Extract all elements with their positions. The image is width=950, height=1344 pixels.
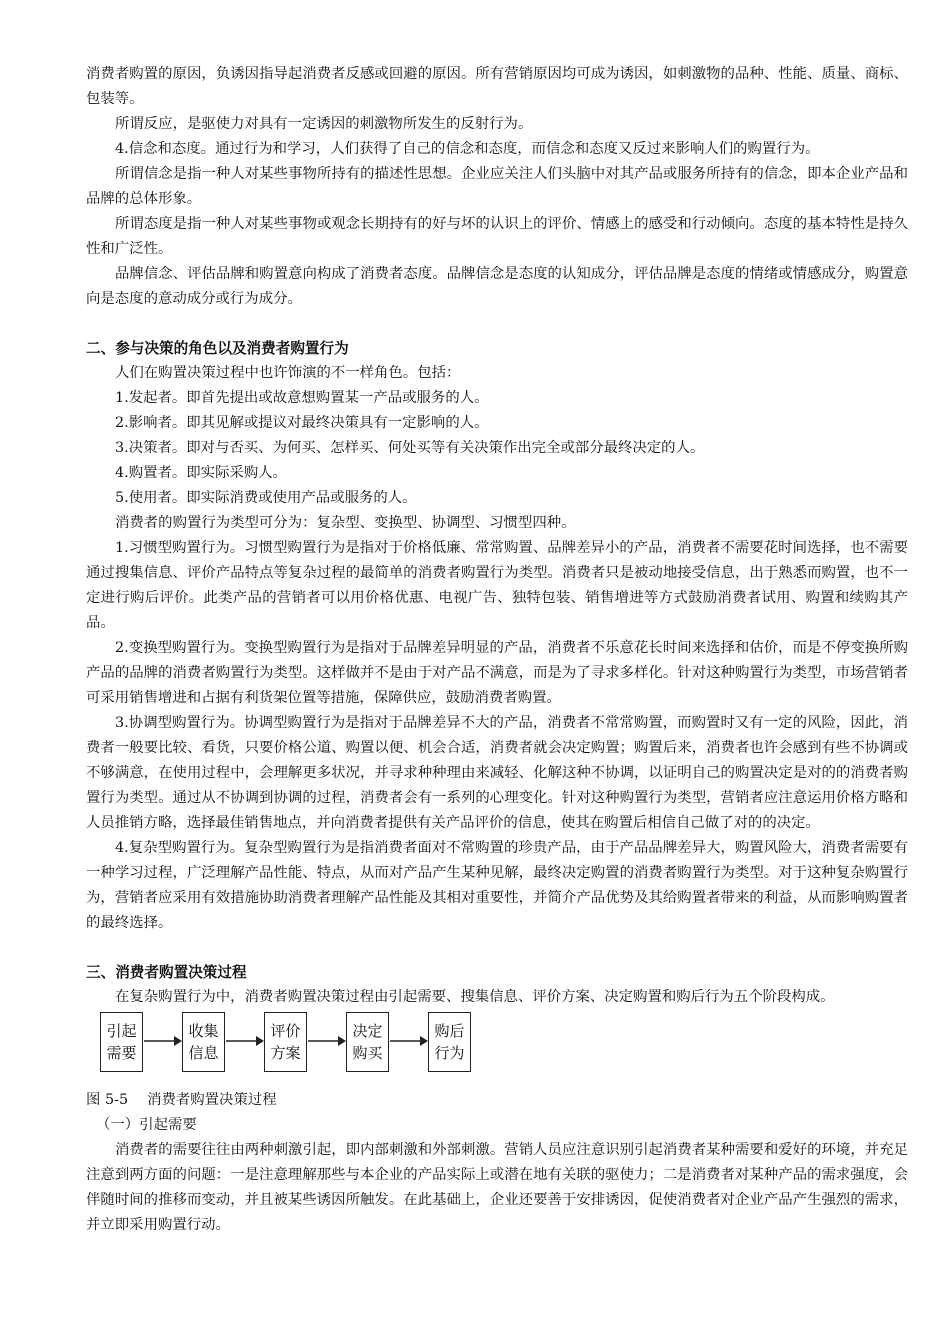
paragraph: 4.复杂型购置行为。复杂型购置行为是指消费者面对不常购置的珍贵产品，由于产品品牌差异大，购置风险大，消费者需要有一种学习过程，广泛理解产品性能、特点，从而对产品产生某种见解，最终决定购置的消费者购置行为类型。对于这种复杂购置行为，营销者应采用有效措施协助消费者理解产品性能及其相对重要性，并简介产品优势及其给购置者带来的利益，从而影响购置者的最终选择。: [86, 840, 908, 931]
section-heading: 二、参与决策的角色以及消费者购置行为: [86, 340, 349, 357]
list-item: 4.购置者。即实际采购人。: [115, 465, 288, 481]
flow-step-label: 方案: [270, 1044, 301, 1062]
paragraph: 所谓信念是指一种人对某些事物所持有的描述性思想。企业应关注人们头脑中对其产品或服务所持有的信念，即本企业产品和品牌的总体形象。: [86, 166, 908, 207]
arrow-right-icon: [144, 1034, 182, 1048]
paragraph: 1.习惯型购置行为。习惯型购置行为是指对于价格低廉、常常购置、品牌差异小的产品，消费者不需要花时间选择，也不需要通过搜集信息、评价产品特点等复杂过程的最简单的消费者购置行为类型。消费者只是被动地接受信息，出于熟悉而购置，也不一定进行购后评价。此类产品的营销者可以用价格优惠、电视广告、独特包装、销售增进等方式鼓励消费者试用、购置和续购其产品。: [86, 540, 908, 631]
flow-step-label: 引起: [106, 1022, 137, 1040]
flow-step-label: 需要: [106, 1044, 137, 1062]
list-item: 2.影响者。即其见解或提议对最终决策具有一定影响的人。: [115, 415, 489, 431]
arrow-right-icon: [226, 1034, 264, 1048]
decision-process-diagram: [100, 1012, 490, 1080]
section-gap: [86, 312, 908, 336]
list-item: 3.决策者。即对与否买、为何买、怎样买、何处买等有关决策作出完全或部分最终决定的人。: [115, 440, 705, 456]
subsection-heading: （一）引起需要: [96, 1117, 197, 1133]
flow-step-label: 评价: [270, 1022, 301, 1040]
document-page: [86, 62, 908, 1238]
flow-step-label: 购买: [352, 1044, 383, 1062]
flow-step-box: [100, 1012, 143, 1072]
figure-caption: 图 5-5 消费者购置决策过程: [86, 1092, 277, 1108]
list-item: 5.使用者。即实际消费或使用产品或服务的人。: [115, 490, 417, 506]
arrow-right-icon: [390, 1034, 428, 1048]
paragraph: 3.协调型购置行为。协调型购置行为是指对于品牌差异不大的产品，消费者不常常购置，而购置时又有一定的风险，因此，消费者一般要比较、看货，只要价格公道、购置以便、机会合适，消费者就会决定购置；购置后来，消费者也许会感到有些不协调或不够满意，在使用过程中，会理解更多状况，并寻求种种理由来减轻、化解这种不协调，以证明自己的购置决定是对的的消费者购置行为类型。通过从不协调到协调的过程，消费者会有一系列的心理变化。针对这种购置行为类型，营销者应注意运用价格方略和人员推销方略，选择最佳销售地点，并向消费者提供有关产品评价的信息，使其在购置后相信自己做了对的的决定。: [86, 715, 908, 831]
flow-step-label: 购后: [434, 1022, 465, 1040]
flow-step-box: [428, 1012, 471, 1072]
paragraph: 4.信念和态度。通过行为和学习，人们获得了自己的信念和态度，而信念和态度又反过来影响人们的购置行为。: [115, 141, 820, 157]
section-heading: 三、消费者购置决策过程: [86, 964, 247, 981]
flow-step-box: [264, 1012, 307, 1072]
paragraph: 消费者购置的原因，负诱因指导起消费者反感或回避的原因。所有营销原因均可成为诱因，如刺激物的品种、性能、质量、商标、包装等。: [86, 66, 908, 107]
paragraph: 消费者的购置行为类型可分为：复杂型、变换型、协调型、习惯型四种。: [115, 515, 576, 531]
flow-step-label: 决定: [352, 1022, 383, 1040]
flow-step-label: 信息: [188, 1044, 219, 1062]
paragraph: 消费者的需要往往由两种刺激引起，即内部刺激和外部刺激。营销人员应注意识别引起消费者某种需要和爱好的环境，并充足注意到两方面的问题：一是注意理解那些与本企业的产品实际上或潜在地有关联的驱使力；二是消费者对某种产品的需求强度，会伴随时间的推移而变动，并且被某些诱因所触发。在此基础上，企业还要善于安排诱因，促使消费者对企业产品产生强烈的需求，并立即采用购置行动。: [86, 1142, 908, 1233]
section-gap: [86, 936, 908, 960]
paragraph: 所谓态度是指一种人对某些事物或观念长期持有的好与坏的认识上的评价、情感上的感受和行动倾向。态度的基本特性是持久性和广泛性。: [86, 216, 908, 257]
flow-step-box: [182, 1012, 225, 1072]
list-item: 1.发起者。即首先提出或故意想购置某一产品或服务的人。: [115, 390, 489, 406]
paragraph: 在复杂购置行为中，消费者购置决策过程由引起需要、搜集信息、评价方案、决定购置和购后行为五个阶段构成。: [115, 989, 835, 1005]
paragraph: 品牌信念、评估品牌和购置意向构成了消费者态度。品牌信念是态度的认知成分，评估品牌是态度的情绪或情感成分，购置意向是态度的意动成分或行为成分。: [86, 266, 908, 307]
paragraph: 2.变换型购置行为。变换型购置行为是指对于品牌差异明显的产品，消费者不乐意花长时间来选择和估价，而是不停变换所购产品的品牌的消费者购置行为类型。这样做并不是由于对产品不满意，而是为了寻求多样化。针对这种购置行为类型，市场营销者可采用销售增进和占据有利货架位置等措施，保障供应，鼓励消费者购置。: [86, 640, 908, 706]
flow-step-label: 收集: [188, 1022, 219, 1040]
flow-step-box: [346, 1012, 389, 1072]
flow-step-label: 行为: [434, 1044, 465, 1062]
paragraph: 人们在购置决策过程中也许饰演的不一样角色。包括：: [115, 365, 461, 381]
arrow-right-icon: [308, 1034, 346, 1048]
paragraph: 所谓反应，是驱使力对具有一定诱因的刺激物所发生的反射行为。: [115, 116, 533, 132]
